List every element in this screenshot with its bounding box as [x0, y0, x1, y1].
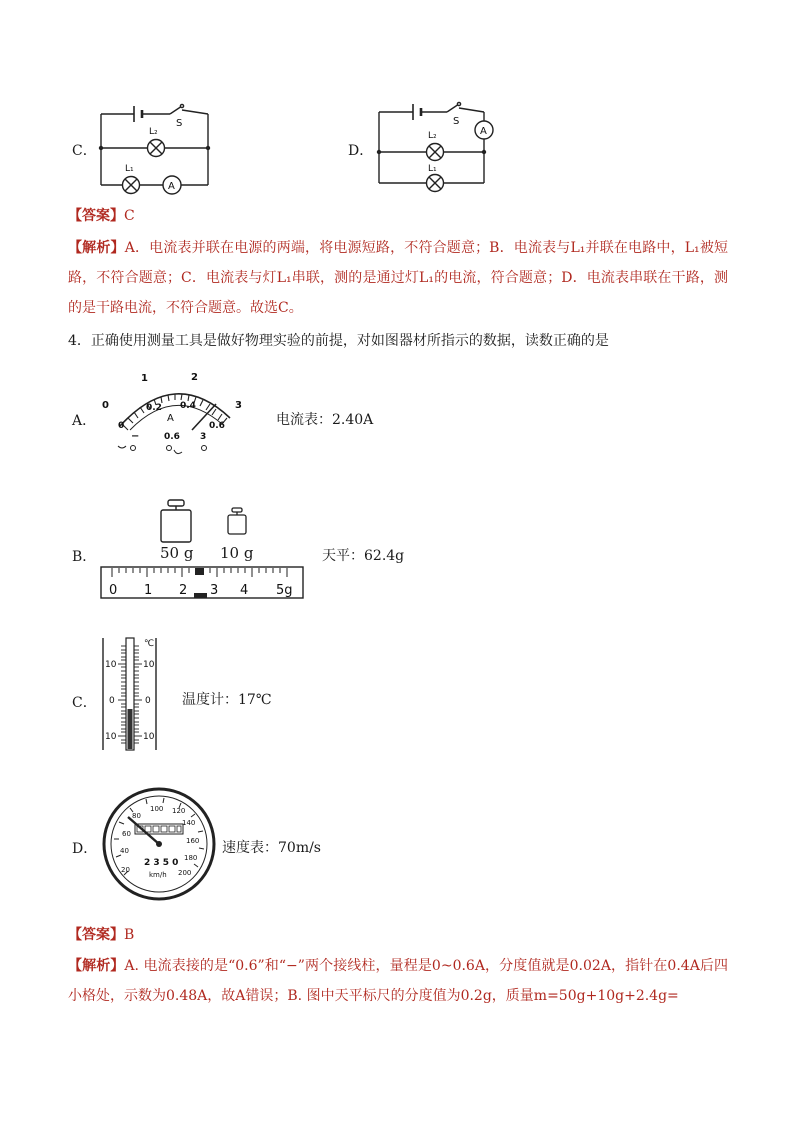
scale-3: 3: [210, 583, 219, 598]
thermo-unit: ℃: [144, 639, 155, 649]
q4-analysis: [68, 951, 728, 1011]
dial-140: 140: [182, 819, 196, 827]
dial-200: 200: [178, 869, 192, 877]
dial-160: 160: [186, 837, 200, 845]
q3-option-c-circuit: [96, 100, 216, 195]
lamp-label-l1: L₁: [428, 164, 437, 174]
answer-value: B: [124, 927, 135, 943]
dial-180: 180: [184, 854, 198, 862]
answer-value: C: [124, 208, 135, 224]
terminal-3: 3: [200, 432, 207, 442]
switch-label-s: S: [453, 116, 460, 127]
rider-top: [195, 568, 204, 575]
speedometer: [102, 787, 216, 901]
balance-beam-scale: [100, 566, 305, 600]
mercury-column: [128, 709, 133, 749]
inner-tick-2: 0.4: [180, 401, 196, 411]
dial-120: 120: [172, 807, 186, 815]
lamp-label-l1: L₁: [125, 164, 134, 174]
odometer-reading: 2 3 5 0: [144, 858, 179, 868]
outer-tick-1: 1: [141, 373, 148, 384]
thermo-mark-10-left: 10: [105, 660, 117, 670]
dial-100: 100: [150, 805, 164, 813]
q4-answer-line: [68, 925, 134, 945]
analysis-tag: 【解析】: [68, 240, 125, 256]
ammeter-label: A: [168, 181, 175, 192]
outer-tick-3: 3: [235, 400, 242, 411]
thermo-mark-10-right: 10: [143, 660, 155, 670]
weight-50g-label: 50 g: [160, 544, 194, 562]
thermo-mark-0-right: 0: [145, 696, 151, 706]
scale-5g: 5g: [276, 583, 293, 598]
weight-10g-label: 10 g: [220, 544, 254, 562]
answer-tag: 【答案】: [68, 927, 124, 943]
ammeter-dial: [100, 368, 250, 458]
q4-option-a-label: A．: [72, 413, 97, 429]
q4-option-d-label: D．: [72, 841, 98, 857]
outer-tick-2: 2: [191, 372, 198, 383]
lamp-label-l2: L₂: [149, 127, 158, 137]
q3-option-c-label: C．: [72, 143, 97, 159]
dial-80: 80: [132, 812, 141, 820]
analysis-tag: 【解析】: [68, 958, 125, 974]
scale-0: 0: [109, 583, 118, 598]
scale-1: 1: [144, 583, 153, 598]
ammeter-label: A: [480, 126, 487, 137]
q4-option-b-reading: 天平：62.4g: [322, 548, 405, 564]
analysis-text: A. 电流表接的是“0.6”和“−”两个接线柱，量程是0~0.6A，分度值就是0.02A，指针在0.4A后四小格处，示数为0.48A，故A错误；B. 图中天平标尺的分度值为0.2g，质量m=50g+10g+2.4g=: [68, 958, 728, 1004]
q4-option-d-reading: 速度表：70m/s: [222, 840, 321, 856]
q3-answer-line: [68, 206, 135, 226]
thermo-mark-neg10-right: 10: [143, 732, 155, 742]
analysis-text: A．电流表并联在电源的两端，将电源短路，不符合题意；B．电流表与L₁并联在电路中，L₁被短路，不符合题意；C．电流表与灯L₁串联，测的是通过灯L₁的电流，符合题意；D．电流表串联在干路，测的是干路电流，不符合题意。故选C。: [68, 240, 729, 316]
thermometer: [100, 636, 162, 754]
q4-option-a-reading: 电流表：2.40A: [276, 412, 374, 428]
outer-tick-0: 0: [102, 400, 109, 411]
scale-4: 4: [240, 583, 249, 598]
terminal-minus: −: [131, 431, 140, 442]
lamp-label-l2: L₂: [428, 131, 437, 141]
inner-tick-0: 0: [118, 421, 125, 431]
q3-option-d-label: D．: [348, 143, 374, 159]
dial-20: 20: [121, 866, 130, 874]
unit-a: A: [167, 413, 174, 424]
weight-10g: [226, 506, 248, 536]
q4-option-c-label: C．: [72, 695, 97, 711]
thermo-mark-0-left: 0: [109, 696, 115, 706]
inner-tick-1: 0.2: [146, 403, 162, 413]
dial-40: 40: [120, 847, 129, 855]
rider-bottom: [194, 593, 207, 598]
speed-unit: km/h: [149, 871, 167, 879]
inner-tick-3: 0.6: [209, 421, 225, 431]
q3-analysis: [68, 233, 728, 323]
thermo-mark-neg10-left: 10: [105, 732, 117, 742]
q4-stem: 4．正确使用测量工具是做好物理实验的前提，对如图器材所指示的数据，读数正确的是: [68, 333, 609, 349]
q4-option-c-reading: 温度计：17℃: [182, 692, 272, 708]
dial-60: 60: [122, 830, 131, 838]
switch-label-s: S: [176, 118, 183, 129]
scale-2: 2: [179, 583, 188, 598]
answer-tag: 【答案】: [68, 208, 124, 224]
q3-option-d-circuit: [377, 98, 492, 188]
q4-option-b-label: B．: [72, 549, 97, 565]
weight-50g: [158, 498, 194, 544]
terminal-0-6: 0.6: [164, 432, 180, 442]
